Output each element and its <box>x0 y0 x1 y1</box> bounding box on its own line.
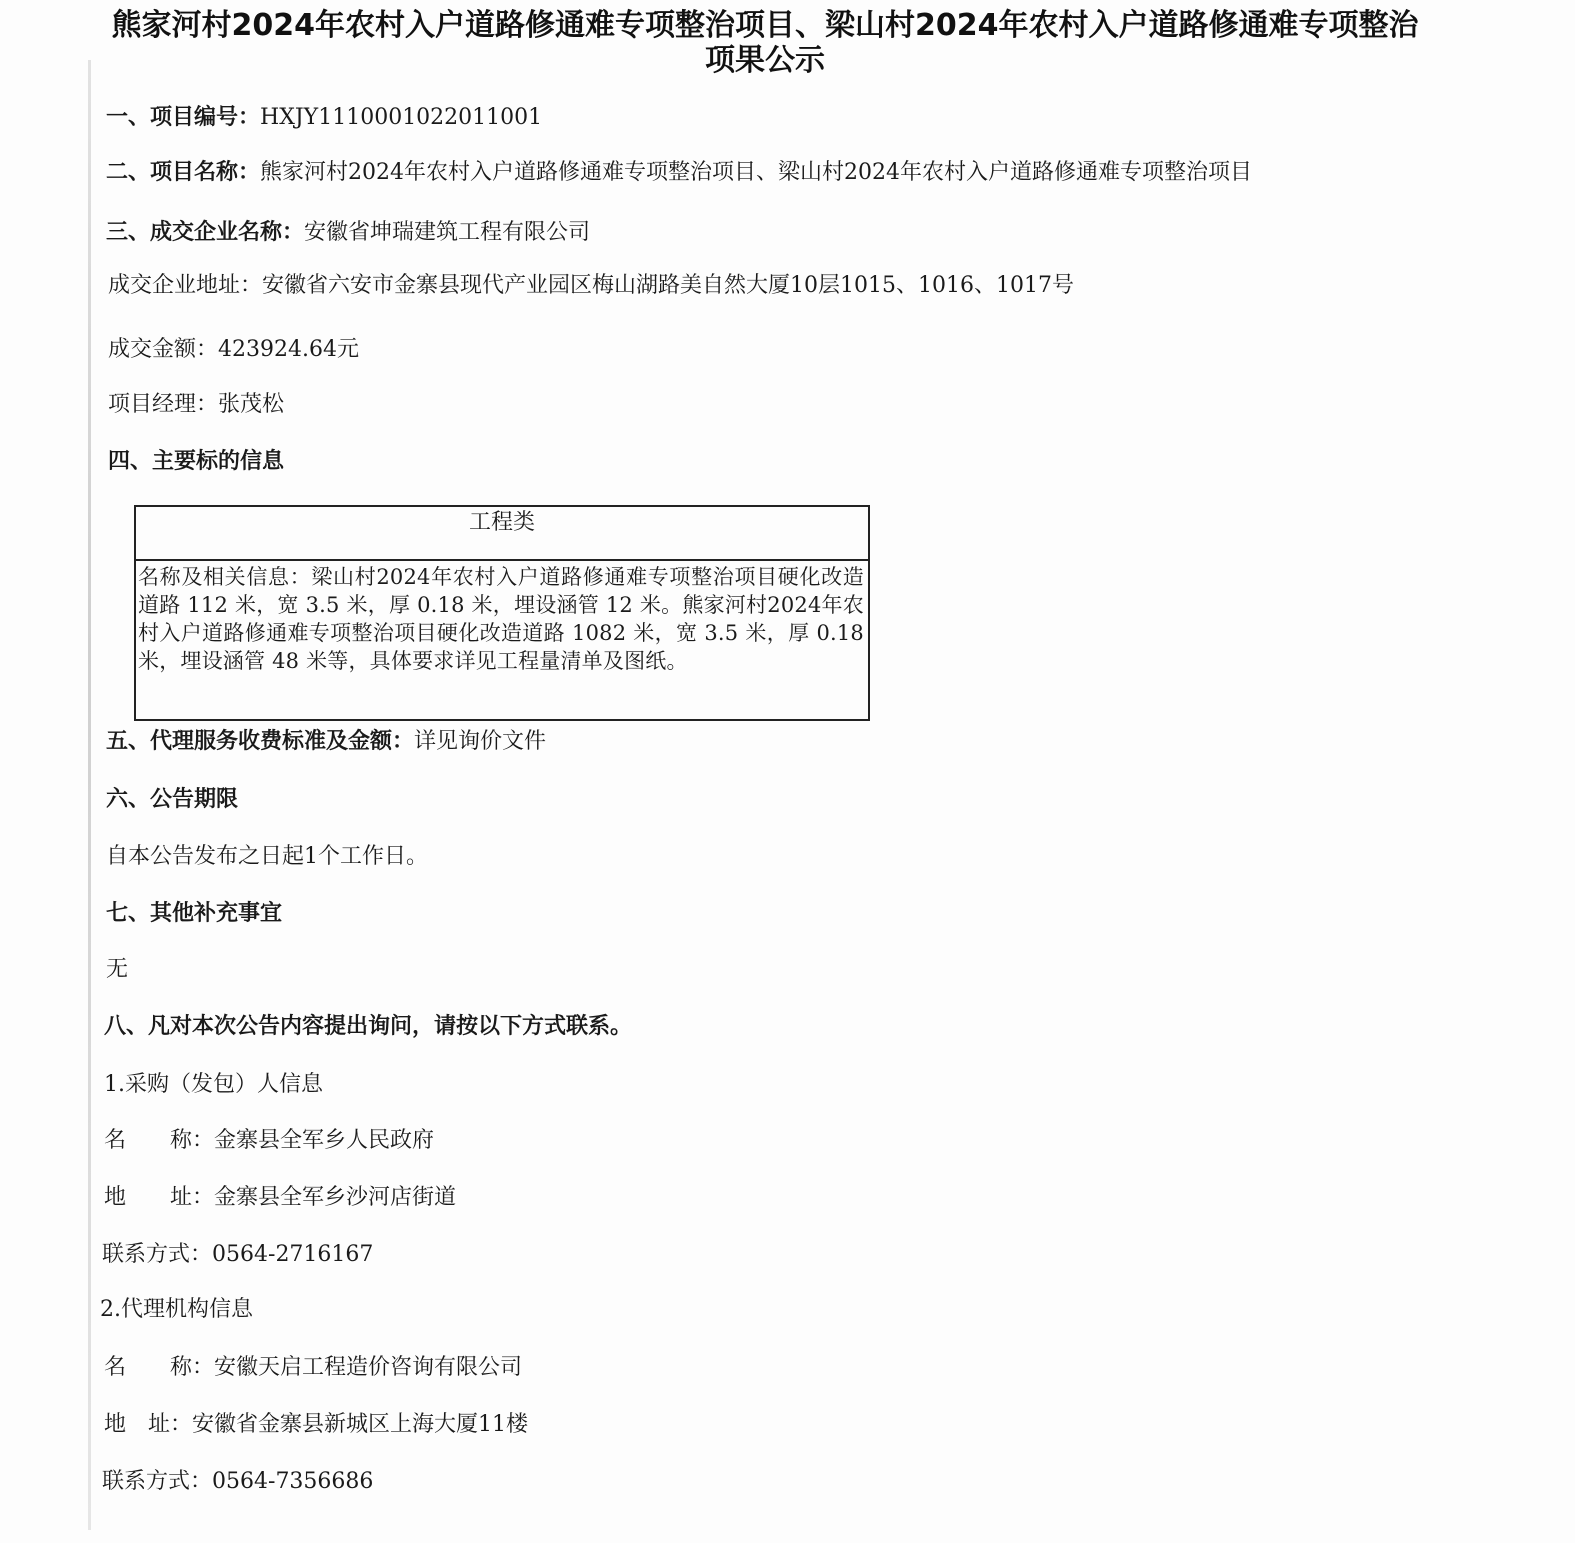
project-name-label: 二、项目名称： <box>106 160 261 185</box>
other-matters-text: 无 <box>106 957 129 982</box>
purchaser-name-line <box>104 1126 434 1156</box>
project-number-value: HXJY1110001022011001 <box>260 105 543 130</box>
company-name-value: 安徽省坤瑞建筑工程有限公司 <box>304 220 591 245</box>
project-name-value: 熊家河村2024年农村入户道路修通难专项整治项目、梁山村2024年农村入户道路修通难专项整治项目 <box>260 160 1252 185</box>
project-name-line <box>106 158 1252 188</box>
purchaser-name-value: 金寨县全军乡人民政府 <box>214 1128 435 1153</box>
project-manager-value: 张茂松 <box>218 392 285 417</box>
company-address-line <box>108 271 1074 301</box>
agency-contact-value: 0564-7356686 <box>212 1469 374 1494</box>
purchaser-address-label: 地 址： <box>104 1185 215 1210</box>
table-content-cell: 名称及相关信息：梁山村2024年农村入户道路修通难专项整治项目硬化改造道路 112 米，宽 3.5 米，厚 0.18 米，埋设涵管 12 米。熊家河村2024年农村入户道路修通难专项整治项目硬化改造道路 1082 米，宽 3.5 米，厚 0.18 米，埋设涵管 48 米等，具体要求详见工程量清单及图纸。 <box>138 565 864 673</box>
deal-amount-line <box>108 335 359 365</box>
agency-address-line <box>104 1410 528 1440</box>
document-title: 熊家河村2024年农村入户道路修通难专项整治项目、梁山村2024年农村入户道路修通难专项整治项果公示 <box>111 8 1419 78</box>
purchaser-info-heading: 1.采购（发包）人信息 <box>104 1072 323 1097</box>
agency-fee-line <box>106 727 546 757</box>
agency-name-label: 名 称： <box>104 1355 215 1380</box>
agency-info-heading: 2.代理机构信息 <box>100 1297 253 1322</box>
main-subject-heading: 四、主要标的信息 <box>108 449 285 474</box>
agency-address-value: 安徽省金寨县新城区上海大厦11楼 <box>192 1412 529 1437</box>
agency-address-label: 地 址： <box>104 1412 193 1437</box>
agency-name-value: 安徽天启工程造价咨询有限公司 <box>214 1355 523 1380</box>
purchaser-address-value: 金寨县全军乡沙河店街道 <box>214 1185 457 1210</box>
agency-fee-value: 详见询价文件 <box>414 729 547 754</box>
agency-name-line <box>104 1353 522 1383</box>
company-address-label: 成交企业地址： <box>108 273 263 298</box>
company-name-label: 三、成交企业名称： <box>106 220 305 245</box>
other-matters-heading: 七、其他补充事宜 <box>106 901 283 926</box>
subject-info-table <box>134 505 870 721</box>
agency-fee-label: 五、代理服务收费标准及金额： <box>106 729 415 754</box>
purchaser-name-label: 名 称： <box>104 1128 215 1153</box>
project-number-label: 一、项目编号： <box>106 105 261 130</box>
agency-contact-label: 联系方式： <box>102 1469 213 1494</box>
purchaser-address-line <box>104 1183 456 1213</box>
announcement-period-text: 自本公告发布之日起1个工作日。 <box>106 844 428 869</box>
contact-heading: 八、凡对本次公告内容提出询问，请按以下方式联系。 <box>104 1014 633 1039</box>
purchaser-contact-value: 0564-2716167 <box>212 1242 374 1267</box>
project-number-line <box>106 103 542 133</box>
deal-amount-value: 423924.64元 <box>218 337 359 362</box>
deal-amount-label: 成交金额： <box>108 337 219 362</box>
company-address-value: 安徽省六安市金寨县现代产业园区梅山湖路美自然大厦10层1015、1016、1017号 <box>262 273 1074 298</box>
project-manager-line <box>108 390 284 420</box>
purchaser-contact-line <box>102 1240 373 1270</box>
company-name-line <box>106 218 590 248</box>
project-manager-label: 项目经理： <box>108 392 219 417</box>
purchaser-contact-label: 联系方式： <box>102 1242 213 1267</box>
page-edge-shadow <box>88 60 91 1530</box>
table-header-cell: 工程类 <box>136 507 868 561</box>
agency-contact-line <box>102 1467 373 1497</box>
announcement-period-heading: 六、公告期限 <box>106 787 239 812</box>
